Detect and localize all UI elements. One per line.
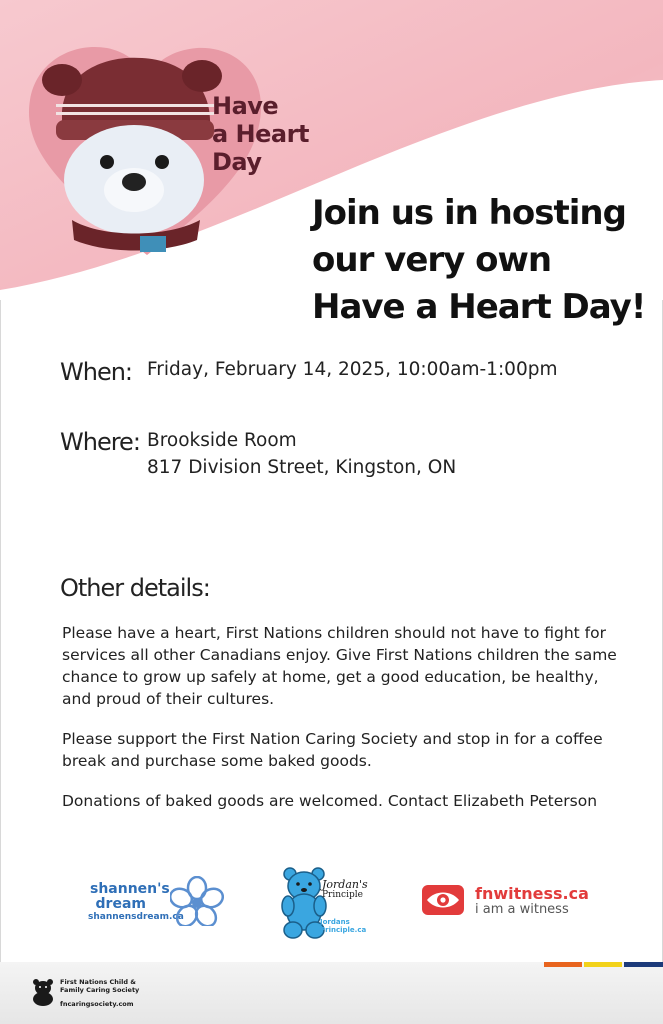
stripe-orange [544, 962, 582, 967]
caring-url: fncaringsociety.com [60, 1000, 134, 1008]
other-details-label: Other details: [60, 574, 210, 602]
details-paragraph-3: Donations of baked goods are welcomed. Contact Elizabeth Peterson [62, 792, 598, 810]
caring-line1: First Nations Child & [60, 978, 136, 986]
shannens-line2: dream [95, 896, 146, 912]
caring-society-logo [30, 976, 160, 1012]
shannens-url: shannensdream.ca [88, 912, 184, 922]
stripe-yellow [584, 962, 622, 967]
jordans-principle-logo [280, 866, 370, 942]
shannens-dream-logo [88, 876, 228, 926]
details-paragraph-1: Please have a heart, First Nations children should not have to fight for services all other Canadians enjoy. Give First Nations children the same chance to grow up safely at home, get a good education, be healthy, and proud of their cultures. [62, 624, 617, 708]
headline-line1: Join us in hosting [312, 193, 626, 233]
headline-line2: our very own [312, 240, 552, 280]
other-details-body [62, 622, 622, 830]
stripe-navy [624, 962, 663, 967]
jordans-title2: Principle [322, 890, 363, 900]
when-value: Friday, February 14, 2025, 10:00am-1:00pm [147, 359, 558, 380]
heart-title-line1: Have [212, 92, 279, 120]
heart-title-line3: Day [212, 148, 262, 176]
fnwitness-name: fnwitness.ca [475, 884, 589, 903]
fnwitness-logo [421, 882, 591, 922]
jordans-title1: Jordan's [322, 878, 368, 891]
when-label: When: [60, 358, 133, 386]
where-label: Where: [60, 428, 140, 456]
heart-title-line2: a Heart [212, 120, 309, 148]
fnwitness-tagline: i am a witness [475, 902, 569, 917]
caring-line2: Family Caring Society [60, 986, 140, 994]
heart-day-title [212, 92, 309, 176]
jordans-sub1: Jordans [320, 918, 350, 926]
flower-icon [170, 876, 224, 926]
where-line2: 817 Division Street, Kingston, ON [147, 457, 457, 478]
where-line1: Brookside Room [147, 430, 297, 451]
headline-line3: Have a Heart Day! [312, 287, 646, 327]
headline [312, 190, 652, 331]
eye-icon [421, 884, 465, 916]
details-paragraph-2: Please support the First Nation Caring Society and stop in for a coffee break and purchase some baked goods. [62, 730, 603, 770]
jordans-sub2: Principle.ca [320, 926, 367, 934]
bear-family-icon [30, 978, 56, 1006]
shannens-line1: shannen's [90, 881, 170, 897]
